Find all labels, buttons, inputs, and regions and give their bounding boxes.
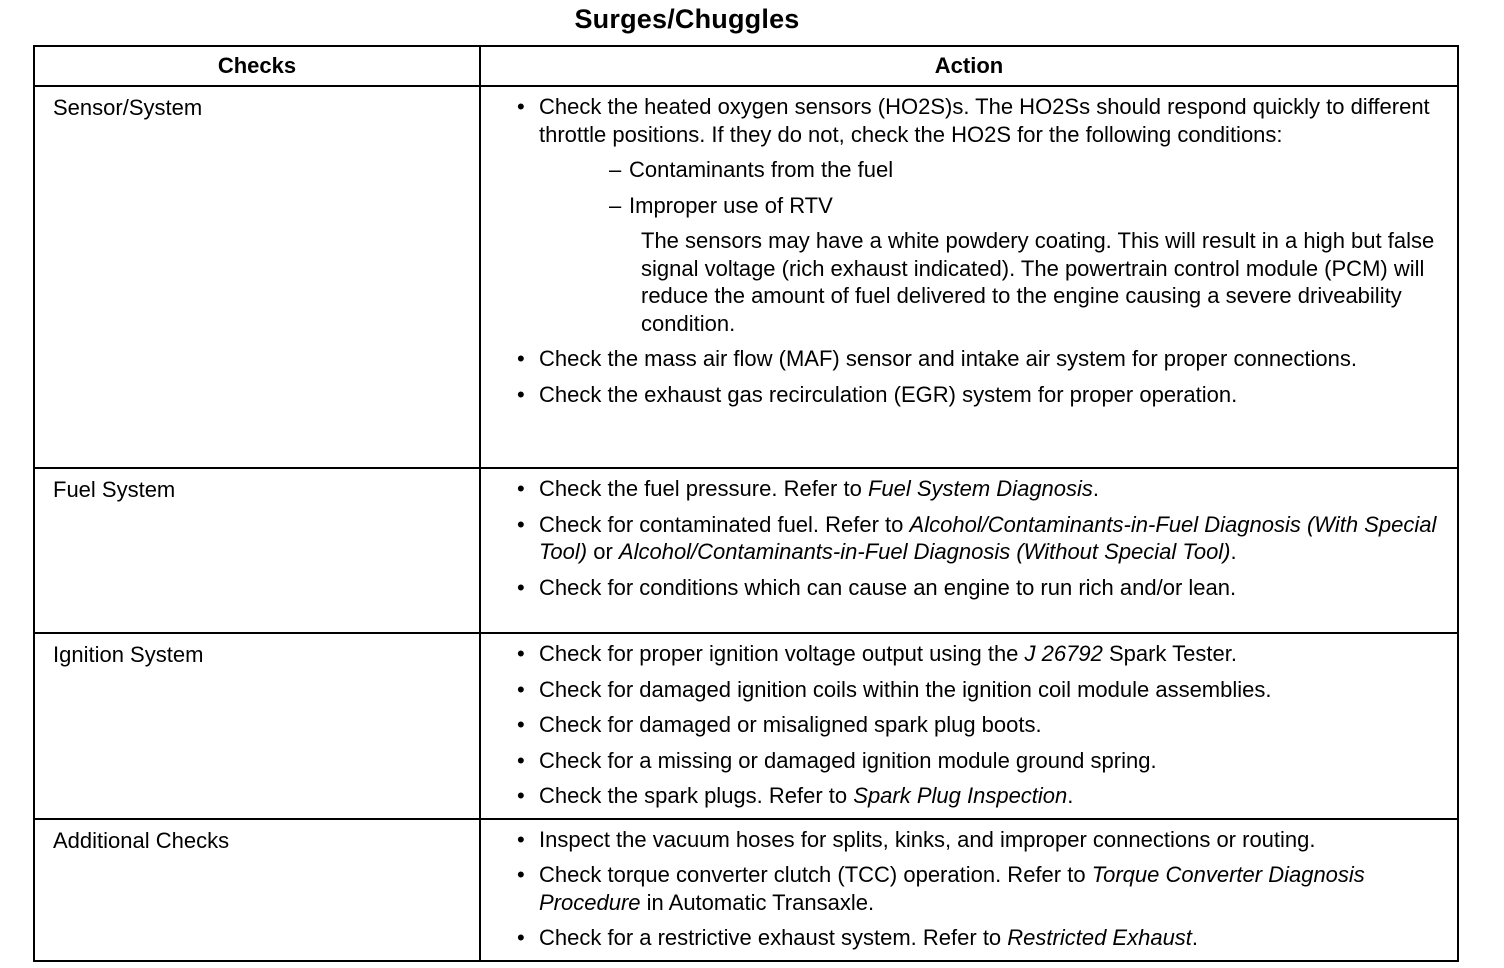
check-name: Ignition System: [34, 633, 480, 819]
table-row: [34, 819, 1458, 961]
reference-link: Restricted Exhaust: [1007, 925, 1192, 950]
page-title: Surges/Chuggles: [574, 4, 800, 34]
action-item: • Check torque converter clutch (TCC) operation. Refer to Torque Converter Diagnosis Procedure in Automatic Transaxle.: [481, 861, 1449, 916]
action-cell: [480, 819, 1458, 961]
action-item: • Check for conditions which can cause an engine to run rich and/or lean.: [481, 574, 1449, 602]
action-cell: [480, 86, 1458, 468]
reference-link: Torque Converter Diagnosis Procedure: [539, 862, 1365, 915]
check-name: Fuel System: [34, 468, 480, 633]
sub-item: – Improper use of RTV: [539, 192, 1449, 220]
reference-link: Alcohol/Contaminants-in-Fuel Diagnosis (With Special Tool): [539, 511, 1437, 564]
action-item: • Check for contaminated fuel. Refer to Alcohol/Contaminants-in-Fuel Diagnosis (With Special Tool) or Alcohol/Contaminants-in-Fuel Diagnosis (Without Special Tool).: [481, 511, 1449, 566]
reference-link: Fuel System Diagnosis: [867, 476, 1093, 501]
sub-item: – Contaminants from the fuel: [539, 156, 1449, 184]
action-item: • Check for damaged or misaligned spark plug boots.: [481, 711, 1449, 739]
table-header-row: [34, 46, 1458, 86]
reference-link: Alcohol/Contaminants-in-Fuel Diagnosis (Without Special Tool): [618, 539, 1231, 564]
table-row: [34, 633, 1458, 819]
check-name: Additional Checks: [34, 819, 480, 961]
sub-note: The sensors may have a white powdery coating. This will result in a high but false signal voltage (rich exhaust indicated). The powertrain control module (PCM) will reduce the amount of fuel delivered to the engine causing a severe driveability condition.: [641, 228, 1435, 336]
action-item: • Check the mass air flow (MAF) sensor and intake air system for proper connections.: [481, 345, 1449, 373]
table-row: [34, 86, 1458, 468]
action-item: • Inspect the vacuum hoses for splits, kinks, and improper connections or routing.: [481, 826, 1449, 854]
action-item: • Check the heated oxygen sensors (HO2S)s. The HO2Ss should respond quickly to different throttle positions. If they do not, check the HO2S for the following conditions: – Contaminants from the fuel – Improper use of RTV The sensors may have a white powdery coating. This will result in a high but false signal voltage (rich exhaust indicated). The powertrain control module (PCM) will reduce the amount of fuel delivered to the engine causing a severe driveability condition.: [481, 93, 1449, 337]
action-item: • Check the exhaust gas recirculation (EGR) system for proper operation.: [481, 381, 1449, 409]
action-item: • Check the fuel pressure. Refer to Fuel System Diagnosis.: [481, 475, 1449, 503]
action-cell: [480, 468, 1458, 633]
action-item: • Check for damaged ignition coils within the ignition coil module assemblies.: [481, 676, 1449, 704]
checks-column-header: Checks: [34, 46, 480, 86]
action-cell: [480, 633, 1458, 819]
action-item: • Check for a missing or damaged ignition module ground spring.: [481, 747, 1449, 775]
action-item: • Check for a restrictive exhaust system. Refer to Restricted Exhaust.: [481, 924, 1449, 952]
reference-link: Spark Plug Inspection: [853, 783, 1068, 808]
checks-table: [33, 45, 1459, 962]
check-name: Sensor/System: [34, 86, 480, 468]
action-column-header: Action: [480, 46, 1458, 86]
table-row: [34, 468, 1458, 633]
action-item: • Check for proper ignition voltage output using the J 26792 Spark Tester.: [481, 640, 1449, 668]
action-item: • Check the spark plugs. Refer to Spark Plug Inspection.: [481, 782, 1449, 810]
tool-reference: J 26792: [1024, 641, 1103, 666]
